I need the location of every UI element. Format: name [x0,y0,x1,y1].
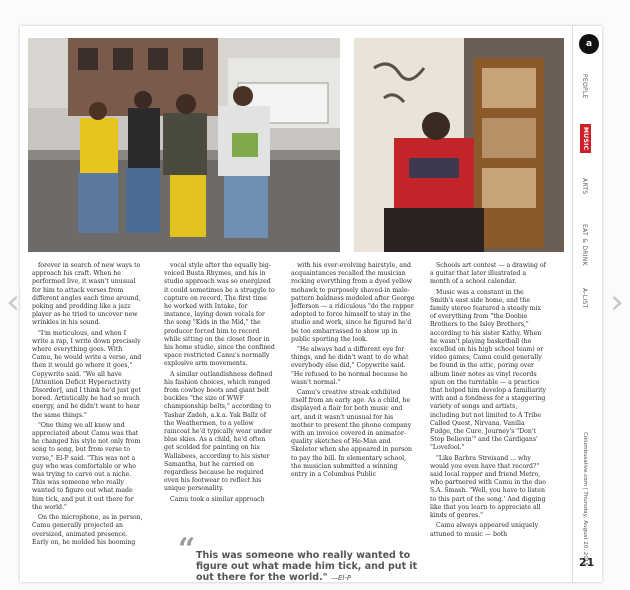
page-number: 21 [579,556,595,569]
section-tab-a-list[interactable]: A-LIST [581,288,588,309]
section-tab-arts[interactable]: ARTS [581,178,588,195]
paragraph: forever in search of new ways to approach his craft. When he performed live, it wasn't unusual for him to attack verses from different angles each time around, poking and prodding like a jazz player as he tried to uncover new wrinkles in his sound. [32,262,141,327]
paragraph: Camu took a similar approach [170,495,265,503]
previous-page-arrow-icon[interactable]: ‹ [6,282,20,322]
group-street-photo [28,38,340,252]
section-tab-music[interactable]: MUSIC [580,124,591,153]
pull-quote [178,532,436,582]
paragraph: On the microphone, as in person, Camu generally projected an oversized, animated presence. Early on, he molded his booming [32,514,143,546]
paragraph: A similar outlandishness defined his fashion choices, which ranged from cowboy boots and giant belt buckles "the size of WWF championship belts," according to Yashar Zadeh, a.k.a. Yak Ballz of the Weathermen, to a yellow raincoat he'd typically wear under blue skies. As a child, he'd often get scolded for painting on his Wallabees, according to his sister Samantha, but he carried on regardless because he required even his footwear to reflect his unique personality. [164,370,273,493]
paragraph: "He always had a different eye for things, and he didn't want to do what everybody else did," Copywrite said. "He refused to be normal because he wasn't normal." [291,346,409,386]
portrait-interior-photo [354,38,564,252]
page-footer-info: Columbusalive.com | Thursday, August 20, 2015 [582,432,588,566]
article-column-1 [32,262,144,549]
portrait-interior-photo-image [354,38,564,252]
paragraph: Music was a constant in the Smith's east side home, and the family stereo featured a steady mix of everything from "the Doobie Brothers to the Isley Brothers," according to his sister Kathy. When he wasn't playing basketball (he excelled on his high school team) or video games, Camu could generally be found in the attic, poring over album liner notes as vinyl records spun on the turntable — a practice that helped him develop a familiarity with and a fondness for a staggering variety of songs and artists, including but not limited to A Tribe Called Quest, Nirvana, Vanilla Fudge, the Cure, Journey's "Don't Stop Believin'" and the Cardigans' "Lovefool." [430,288,547,452]
group-street-photo-image [28,38,340,252]
publication-logo: a [579,34,599,54]
paragraph: Camu always appeared uniquely attuned to music — both [430,522,539,538]
section-tab-eat-drink[interactable]: EAT & DRINK [581,224,588,266]
pull-quote-attribution: —El-P [330,574,352,582]
article-column-2 [164,262,276,506]
article-column-3 [291,262,415,481]
article-column-4 [430,262,548,541]
next-page-arrow-icon[interactable]: › [610,282,624,322]
quote-mark-icon: “ [178,532,196,567]
paragraph: vocal style after the equally big-voiced Busta Rhymes, and his in studio approach was so energized it could sometimes be a struggle to capture on record. The first time he worked with Intake, for instance, laying down vocals for the song "Kids in the Mid," the producer forced him to record while sitting on the closet floor in his home studio, since the confined space restricted Camu's normally explosive arm movements. [164,262,275,368]
paragraph: "I'm meticulous, and when I write a rap, I write down precisely where everything goes. With Camu, he would write a verse, and then it would go where it goes," Copywrite said. "We all have [Attention Deficit Hyperactivity Disorder], and I think he'd just get bored. Artistically he had so much energy, and he didn't want to hear the same things." [32,329,142,419]
paragraph: with his ever-evolving hairstyle, and acquaintances recalled the musician rocking everything from a dyed yellow mohawk to purposely shaved-in male-pattern baldness modeled after George Jefferson — a ridiculous "do the rapper adopted to force himself to stay in the studio and work, since he figured he'd be too embarrassed to show up in public sporting the look. [291,262,415,343]
paragraph: "Like Barbra Streisand ... why would you even have that record?" said local rapper and friend Metro, who partnered with Camu in the duo S.A. Smash. "Well, you have to listen to this part of the song.' And digging like that you learn to appreciate all kinds of genres." [430,454,546,520]
paragraph: "One thing we all knew and appreciated about Camu was that he changed his style not only from song to song, but from verse to verse," El-P said. "This was not a guy who was comfortable or who was trying to carve out a niche. This was someone who really wanted to figure out what made him tick, and put it out there for the world." [32,421,141,511]
paragraph: Camu's creative streak exhibited itself from an early age. As a child, he displayed a flair for both music and art, and it wasn't unusual for his mother to present the phone company with an invoice covered in animator-quality sketches of He-Man and Skeletor when she appeared in person to pay the bill. In elementary school, the musician submitted a winning entry in a Columbus Public [291,389,413,479]
section-sidebar [572,26,602,582]
paragraph: Schools art contest — a drawing of a guitar that later illustrated a month of a school calendar. [430,262,546,286]
section-tab-people[interactable]: PEOPLE [581,74,588,99]
pull-quote-text: This was someone who really wanted to figure out what made him tick, and put it out there for the world." [196,550,418,582]
magazine-page [20,26,602,582]
